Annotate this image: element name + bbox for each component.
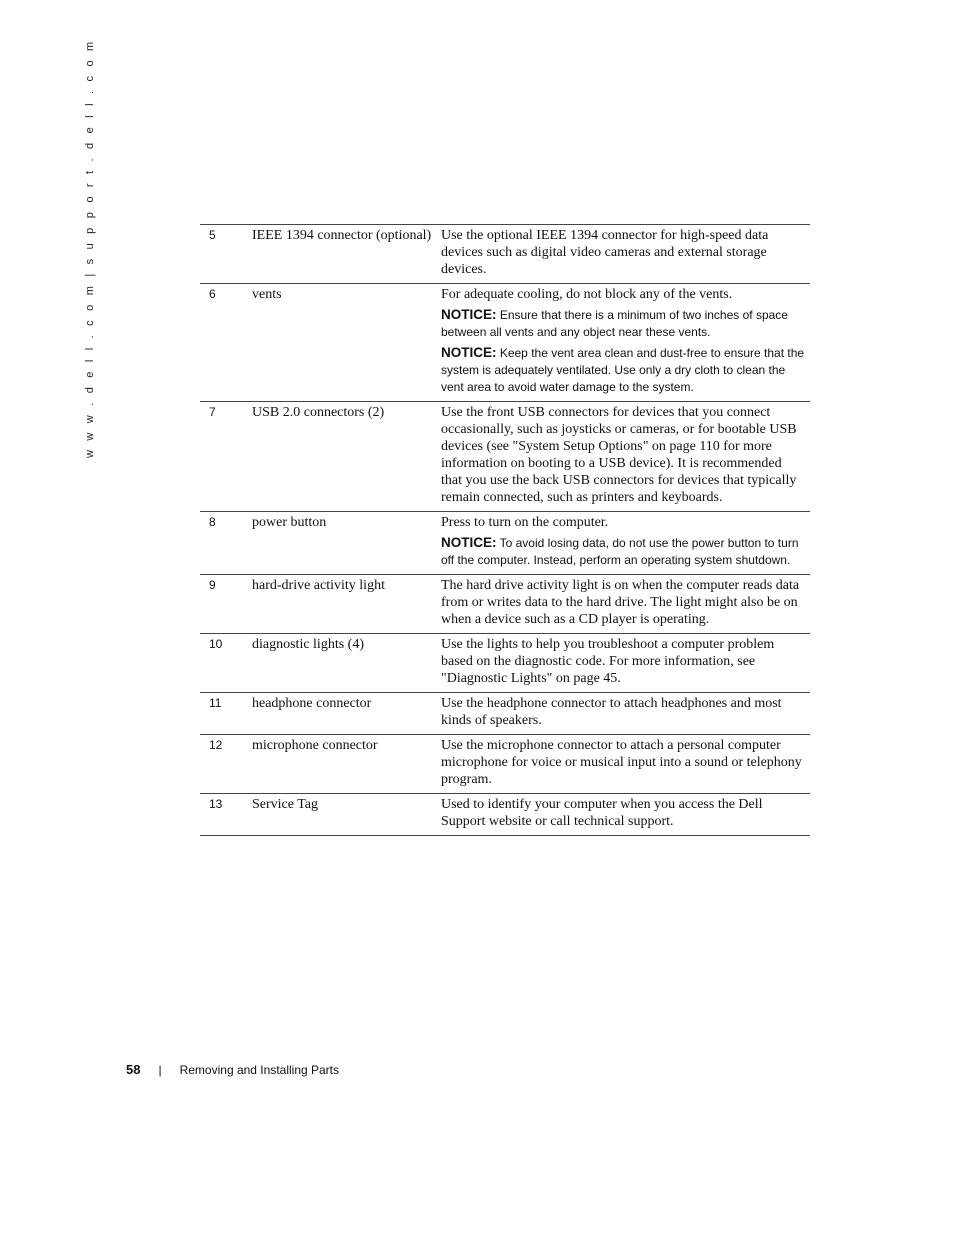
item-description: Use the microphone connector to attach a personal computer microphone for voice or musical input into a sound or telephony program.	[441, 738, 802, 787]
table-row	[200, 402, 810, 512]
item-name: IEEE 1394 connector (optional)	[252, 228, 432, 243]
side-url-text: w w w . d e l l . c o m | s u p p o r t . d e l l . c o m	[84, 38, 96, 458]
notice	[441, 534, 806, 569]
item-description-cell	[441, 512, 810, 575]
notice-label: NOTICE:	[441, 535, 497, 550]
item-name: microphone connector	[252, 738, 378, 753]
item-description-cell	[441, 575, 810, 634]
item-description-cell	[441, 225, 810, 284]
page-number: 58	[126, 1062, 141, 1077]
item-description: Used to identify your computer when you access the Dell Support website or call technical support.	[441, 797, 763, 829]
item-description: Use the front USB connectors for devices that you connect occasionally, such as joysticks or cameras, or for bootable USB devices (see "System Setup Options" on page 110 for more information on booting to a USB device). It is recommended that you use the back USB connectors for devices that typically remain connected, such as printers and keyboards.	[441, 405, 797, 505]
notice-label: NOTICE:	[441, 345, 497, 360]
notice	[441, 344, 806, 396]
item-number: 10	[209, 637, 223, 651]
table-row	[200, 735, 810, 794]
item-name: USB 2.0 connectors (2)	[252, 405, 385, 420]
item-number: 13	[209, 797, 223, 811]
item-description: For adequate cooling, do not block any of the vents.	[441, 287, 733, 302]
notice-text: Keep the vent area clean and dust-free to ensure that the system is adequately ventilated. Use only a dry cloth to clean the vent area to avoid water damage to the system.	[441, 346, 805, 394]
table-row	[200, 693, 810, 735]
notice-label: NOTICE:	[441, 307, 497, 322]
item-description-cell	[441, 735, 810, 794]
table-row	[200, 284, 810, 402]
item-description-cell	[441, 284, 810, 402]
item-description-cell	[441, 634, 810, 693]
item-number: 8	[209, 515, 216, 529]
item-number: 11	[209, 696, 222, 710]
item-number: 5	[209, 228, 216, 242]
table-row	[200, 794, 810, 836]
item-name: headphone connector	[252, 696, 372, 711]
notice-text: Ensure that there is a minimum of two inches of space between all vents and any object near these vents.	[441, 308, 788, 339]
notice	[441, 306, 806, 341]
item-name: Service Tag	[252, 797, 319, 812]
item-description-cell	[441, 794, 810, 836]
table-row	[200, 225, 810, 284]
parts-table	[200, 224, 810, 836]
page-footer	[126, 1062, 339, 1077]
item-description: Use the optional IEEE 1394 connector for high-speed data devices such as digital video cameras and external storage devices.	[441, 228, 769, 277]
item-description: Use the lights to help you troubleshoot a computer problem based on the diagnostic code. For more information, see "Diagnostic Lights" on page 45.	[441, 637, 775, 686]
item-name: diagnostic lights (4)	[252, 637, 364, 652]
item-description-cell	[441, 693, 810, 735]
item-description-cell	[441, 402, 810, 512]
item-name: power button	[252, 515, 327, 530]
item-number: 12	[209, 738, 223, 752]
item-number: 7	[209, 405, 216, 419]
table-row	[200, 634, 810, 693]
item-name: vents	[252, 287, 282, 302]
notice-text: To avoid losing data, do not use the power button to turn off the computer. Instead, perform an operating system shutdown.	[441, 536, 799, 567]
item-description: Use the headphone connector to attach headphones and most kinds of speakers.	[441, 696, 782, 728]
table-row	[200, 512, 810, 575]
item-number: 6	[209, 287, 216, 301]
item-description: The hard drive activity light is on when the computer reads data from or writes data to the hard drive. The light might also be on when a device such as a CD player is operating.	[441, 578, 800, 627]
section-title: Removing and Installing Parts	[179, 1063, 340, 1077]
item-number: 9	[209, 578, 216, 592]
item-name: hard-drive activity light	[252, 578, 385, 593]
footer-separator: |	[158, 1063, 162, 1077]
item-description: Press to turn on the computer.	[441, 515, 609, 530]
table-row	[200, 575, 810, 634]
